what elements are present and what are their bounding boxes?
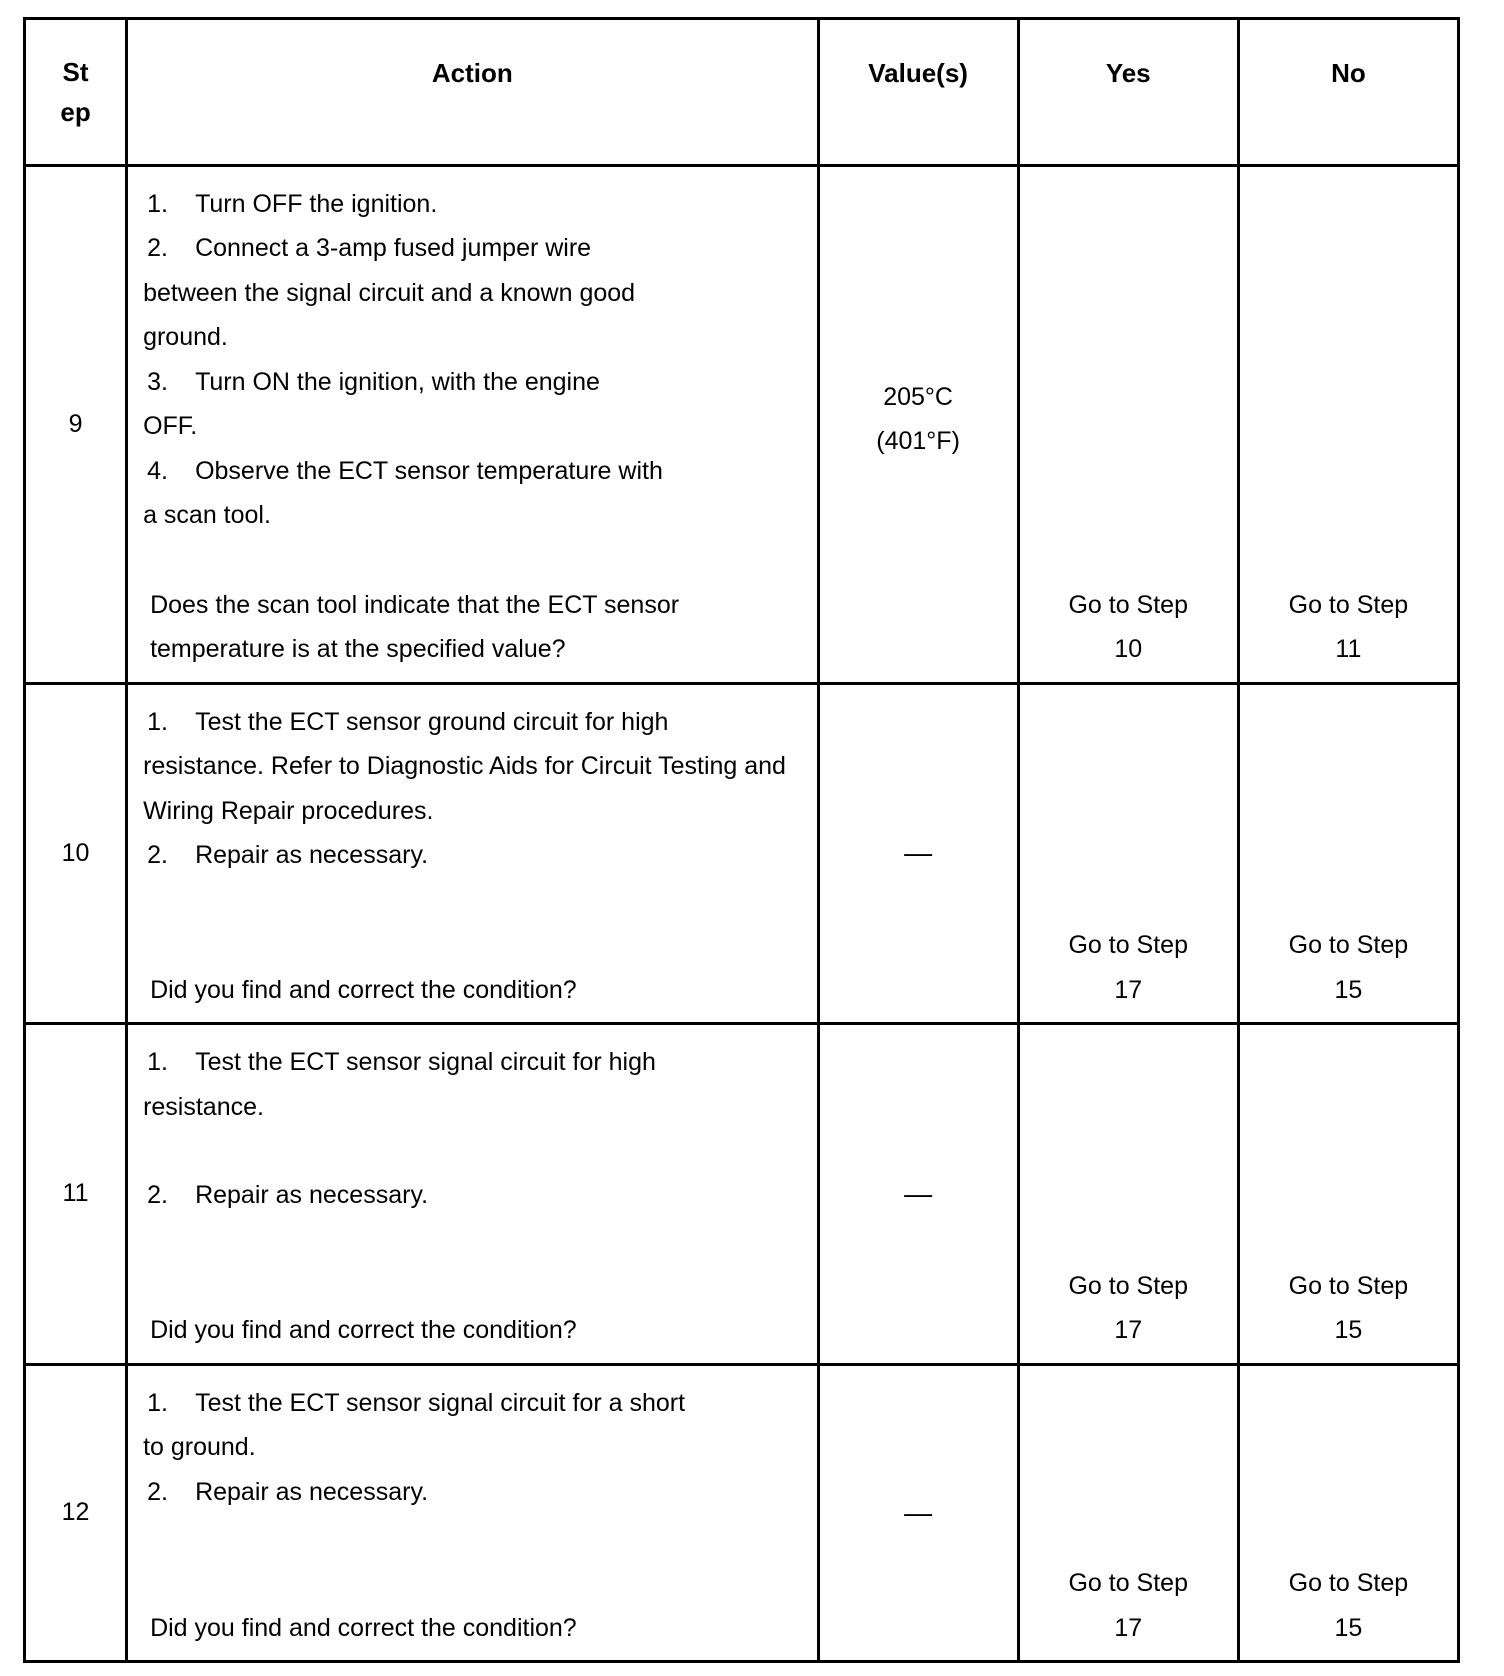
action-cell [127, 683, 818, 1023]
step-number: 12 [25, 1364, 127, 1661]
value-line: 205°C [883, 382, 953, 411]
diagnostic-table [23, 17, 1460, 1663]
no-goto-label: Go to Step [1288, 931, 1409, 960]
table-row [25, 1364, 1459, 1661]
action-item: 4. Observe the ECT sensor temperature with a scan tool. [143, 456, 663, 530]
header-step-line2: ep [60, 96, 91, 127]
table-row [25, 165, 1459, 683]
yes-goto-step: 17 [1114, 1316, 1143, 1345]
no-goto-label: Go to Step [1288, 1569, 1409, 1597]
yes-goto-label: Go to Step [1068, 931, 1188, 960]
value-cell: — [818, 1024, 1018, 1364]
yes-cell [1018, 683, 1238, 1023]
yes-cell [1018, 1024, 1238, 1364]
yes-goto-step: 17 [1114, 1613, 1143, 1642]
value-cell: — [818, 1364, 1018, 1661]
no-goto-step: 15 [1334, 1613, 1363, 1642]
action-item: 2. Repair as necessary. [147, 1181, 429, 1210]
action-item: 1. Test the ECT sensor ground circuit for high resistance. Refer to Diagnostic Aids for Circuit Testing and Wiring Repair procedures. [143, 707, 786, 825]
no-goto-label: Go to Step [1288, 1271, 1409, 1300]
header-yes: Yes [1018, 19, 1238, 166]
action-question: Did you find and correct the condition? [150, 975, 577, 1004]
action-cell [127, 1024, 818, 1364]
yes-cell [1018, 1364, 1238, 1661]
no-cell [1238, 1364, 1458, 1661]
action-cell [127, 165, 818, 683]
step-number: 11 [25, 1024, 127, 1364]
no-cell [1238, 165, 1458, 683]
no-goto-step: 15 [1334, 1316, 1363, 1345]
yes-goto-step: 10 [1114, 635, 1143, 664]
no-cell [1238, 1024, 1458, 1364]
action-item: 3. Turn ON the ignition, with the engine OFF. [143, 367, 600, 441]
no-goto-step: 11 [1335, 635, 1362, 664]
no-cell [1238, 683, 1458, 1023]
table-row [25, 1024, 1459, 1364]
action-item: 1. Test the ECT sensor signal circuit for a short to ground. [143, 1388, 686, 1462]
yes-goto-label: Go to Step [1068, 590, 1188, 619]
step-number: 10 [25, 683, 127, 1023]
action-question: Does the scan tool indicate that the ECT sensor temperature is at the specified value? [150, 590, 680, 664]
action-item: 2. Repair as necessary. [147, 841, 429, 870]
action-item: 1. Turn OFF the ignition. [147, 189, 438, 218]
yes-cell [1018, 165, 1238, 683]
header-values: Value(s) [818, 19, 1018, 166]
yes-goto-label: Go to Step [1068, 1271, 1188, 1300]
header-no: No [1238, 19, 1458, 166]
action-item: 1. Test the ECT sensor signal circuit for high resistance. [143, 1048, 656, 1121]
header-step [25, 19, 127, 166]
action-question: Did you find and correct the condition? [150, 1316, 577, 1345]
header-row [25, 19, 1459, 166]
no-goto-step: 15 [1334, 975, 1363, 1004]
yes-goto-step: 17 [1114, 975, 1143, 1004]
header-action: Action [127, 19, 818, 166]
value-cell: — [818, 683, 1018, 1023]
action-item: 2. Repair as necessary. [147, 1477, 429, 1506]
action-cell [127, 1364, 818, 1661]
yes-goto-label: Go to Step [1068, 1569, 1188, 1597]
value-cell [818, 165, 1018, 683]
step-number: 9 [25, 165, 127, 683]
header-step-line1: St [62, 56, 89, 87]
action-item: 2. Connect a 3-amp fused jumper wire between the signal circuit and a known good ground. [143, 234, 636, 352]
no-goto-label: Go to Step [1288, 590, 1409, 619]
action-question: Did you find and correct the condition? [150, 1613, 577, 1642]
table-row [25, 683, 1459, 1023]
value-line: (401°F) [876, 427, 960, 456]
